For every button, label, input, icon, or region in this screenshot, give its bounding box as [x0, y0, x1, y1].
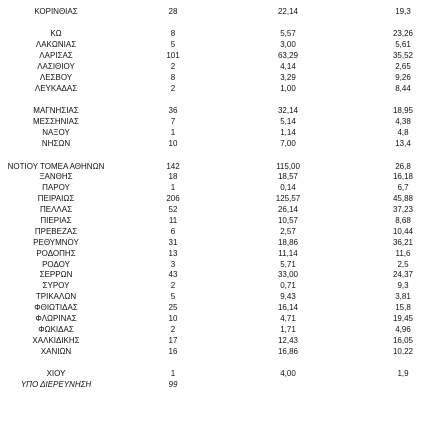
case-count: 31: [168, 237, 178, 247]
case-count: 8: [170, 73, 176, 83]
region-name: ΛΕΥΚΑΔΑΣ: [34, 83, 78, 93]
region-name: ΡΕΘΥΜΝΟΥ: [33, 237, 79, 247]
table-row: [0, 227, 437, 238]
region-name: ΜΕΣΣΗΝΙΑΣ: [33, 117, 79, 127]
case-count: 101: [166, 51, 180, 61]
percent-value: 2,5: [397, 259, 409, 269]
case-count: 2: [170, 62, 176, 72]
case-count: 10: [168, 314, 178, 324]
percent-value: 35,52: [392, 51, 414, 61]
percent-value: 23,26: [392, 29, 414, 39]
percent-value: 9,3: [397, 281, 409, 291]
case-count: 13: [168, 248, 178, 258]
rate-value: 125,57: [275, 194, 301, 204]
region-name: ΤΡΙΚΑΛΩΝ: [35, 292, 77, 302]
rate-value: 5,14: [280, 117, 296, 127]
percent-value: 19,3: [395, 7, 411, 16]
percent-value: 18,95: [392, 106, 414, 116]
case-count: 43: [168, 270, 178, 280]
rate-value: 3,29: [280, 73, 296, 83]
percent-value: 26,8: [395, 161, 411, 171]
percent-value: 8,68: [395, 216, 411, 226]
case-count: 8: [170, 29, 176, 39]
case-count: 7: [170, 117, 176, 127]
rate-value: 22,14: [277, 7, 299, 16]
percent-value: 3,81: [395, 292, 411, 302]
percent-value: 5,61: [395, 40, 411, 50]
table-row: [0, 62, 437, 73]
rate-value: 115,00: [276, 161, 300, 171]
percent-value: 37,23: [392, 205, 414, 215]
case-count: 10: [168, 139, 178, 149]
rate-value: 1,00: [280, 83, 296, 93]
percent-value: 36,21: [392, 237, 414, 247]
region-name: ΝΟΤΙΟΥ ΤΟΜΕΑ ΑΘΗΝΩΝ: [7, 161, 105, 171]
case-count: 11: [168, 216, 178, 226]
case-count: 6: [170, 226, 176, 236]
region-name: ΠΕΙΡΑΙΩΣ: [37, 194, 75, 204]
table-row: [0, 84, 437, 95]
case-count: 5: [170, 40, 176, 50]
table-row: [0, 238, 437, 249]
rate-value: 4,14: [280, 62, 296, 72]
table-row: [0, 380, 437, 391]
case-count: 25: [168, 303, 178, 313]
table-row: [0, 106, 437, 117]
table-row: [0, 347, 437, 358]
case-count: 18: [168, 172, 178, 182]
region-name: ΦΛΩΡΙΝΑΣ: [35, 314, 77, 324]
region-name: ΣΕΡΡΩΝ: [39, 270, 73, 280]
percent-value: 2,65: [395, 62, 411, 72]
rate-value: 9,43: [280, 292, 296, 302]
rate-value: 1,14: [280, 128, 296, 138]
case-count: 1: [170, 128, 176, 138]
rate-value: 16,14: [277, 303, 299, 313]
region-name: ΜΑΓΝΗΣΙΑΣ: [33, 106, 79, 116]
rate-value: 18,86: [277, 237, 299, 247]
case-count: 52: [168, 205, 178, 215]
region-name: ΡΟΔΟΠΗΣ: [36, 248, 76, 258]
table-row: [0, 7, 437, 18]
percent-value: 8,44: [395, 83, 411, 93]
case-count: 99: [168, 380, 178, 390]
percent-value: 4,38: [395, 117, 411, 127]
percent-value: 10,22: [392, 346, 414, 356]
table-row: [0, 205, 437, 216]
case-count: 1: [170, 369, 176, 379]
case-count: 1: [170, 183, 176, 193]
region-name: ΛΑΣΙΘΙΟΥ: [37, 62, 75, 72]
rate-value: 26,14: [277, 205, 299, 215]
rate-value: 32,14: [277, 106, 299, 116]
rate-value: 18,57: [277, 172, 299, 182]
percent-value: 4,8: [397, 128, 409, 138]
percent-value: 16,18: [392, 172, 414, 182]
table-row: [0, 292, 437, 303]
region-name: ΝΗΣΩΝ: [41, 139, 71, 149]
percent-value: 11,6: [395, 248, 411, 258]
rate-value: 4,71: [280, 314, 296, 324]
case-count: 3: [170, 259, 176, 269]
table-row: [0, 29, 437, 40]
rate-value: 11,14: [278, 248, 298, 258]
rate-value: 16,86: [277, 346, 299, 356]
regional-cases-table: [0, 7, 437, 391]
rate-value: 3,00: [280, 40, 296, 50]
table-row: [0, 325, 437, 336]
table-row: [0, 73, 437, 84]
region-name: ΥΠΟ ΔΙΕΡΕΥΝΗΣΗ: [20, 380, 92, 390]
table-row: [0, 260, 437, 271]
region-name: ΦΘΙΩΤΙΔΑΣ: [34, 303, 78, 313]
percent-value: 4,96: [395, 324, 411, 334]
region-name: ΞΑΝΘΗΣ: [39, 172, 73, 182]
region-name: ΛΕΣΒΟΥ: [39, 73, 73, 83]
row-spacer: [0, 18, 437, 30]
table-row: [0, 216, 437, 227]
case-count: 36: [168, 106, 178, 116]
table-row: [0, 281, 437, 292]
case-count: 2: [170, 324, 176, 334]
region-name: ΧΑΛΚΙΔΙΚΗΣ: [32, 335, 80, 345]
region-name: ΦΩΚΙΔΑΣ: [38, 324, 74, 334]
table-row: [0, 117, 437, 128]
percent-value: 24,37: [392, 270, 414, 280]
rate-value: 63,29: [277, 51, 299, 61]
case-count: 142: [166, 161, 180, 171]
rate-value: 12,43: [277, 335, 299, 345]
table-row: [0, 249, 437, 260]
rate-value: 1,71: [280, 324, 296, 334]
percent-value: 16,05: [392, 335, 414, 345]
case-count: 17: [168, 335, 178, 345]
table-row: [0, 172, 437, 183]
rate-value: 7,00: [280, 139, 296, 149]
rate-value: 0,14: [280, 183, 296, 193]
rate-value: 5,57: [280, 29, 296, 39]
rate-value: 0,71: [280, 281, 296, 291]
region-name: ΛΑΚΩΝΙΑΣ: [35, 40, 77, 50]
region-name: ΧΑΝΙΩΝ: [40, 346, 72, 356]
table-row: [0, 270, 437, 281]
rate-value: 10,57: [277, 216, 299, 226]
region-name: ΚΟΡΙΝΘΙΑΣ: [34, 7, 78, 16]
percent-value: 15,8: [395, 303, 411, 313]
row-spacer: [0, 150, 437, 162]
table-row: [0, 194, 437, 205]
rate-value: 33,00: [277, 270, 299, 280]
percent-value: 6,7: [397, 183, 409, 193]
region-name: ΠΑΡΟΥ: [42, 183, 70, 193]
case-count: 2: [170, 83, 176, 93]
table-row: [0, 139, 437, 150]
table-row: [0, 303, 437, 314]
table-row: [0, 51, 437, 62]
table-row: [0, 162, 437, 173]
table-row: [0, 183, 437, 194]
table-row: [0, 336, 437, 347]
case-count: 206: [166, 194, 180, 204]
row-spacer: [0, 358, 437, 370]
region-name: ΠΙΕΡΙΑΣ: [40, 216, 72, 226]
region-name: ΛΑΡΙΣΑΣ: [39, 51, 73, 61]
rate-value: 2,57: [280, 226, 296, 236]
percent-value: 9,26: [395, 73, 411, 83]
case-count: 28: [168, 7, 178, 16]
case-count: 2: [170, 281, 176, 291]
case-count: 16: [168, 346, 178, 356]
percent-value: 13,4: [395, 139, 411, 149]
row-spacer: [0, 95, 437, 107]
rate-value: 4,00: [280, 369, 296, 379]
region-name: ΡΟΔΟΥ: [42, 259, 70, 269]
case-count: 5: [170, 292, 176, 302]
percent-value: 19,45: [392, 314, 414, 324]
table-row: [0, 40, 437, 51]
table-row: [0, 314, 437, 325]
region-name: ΧΙΟΥ: [46, 369, 66, 379]
percent-value: 45,88: [392, 194, 414, 204]
rate-value: 5,71: [280, 259, 296, 269]
region-name: ΝΑΞΟΥ: [42, 128, 70, 138]
percent-value: 1,9: [397, 369, 409, 379]
region-name: ΚΩ: [50, 29, 62, 39]
percent-value: 10,44: [392, 226, 414, 236]
region-name: ΠΕΛΛΑΣ: [39, 205, 73, 215]
region-name: ΠΡΕΒΕΖΑΣ: [34, 226, 78, 236]
table-row: [0, 128, 437, 139]
region-name: ΣΥΡΟΥ: [42, 281, 70, 291]
table-row: [0, 369, 437, 380]
